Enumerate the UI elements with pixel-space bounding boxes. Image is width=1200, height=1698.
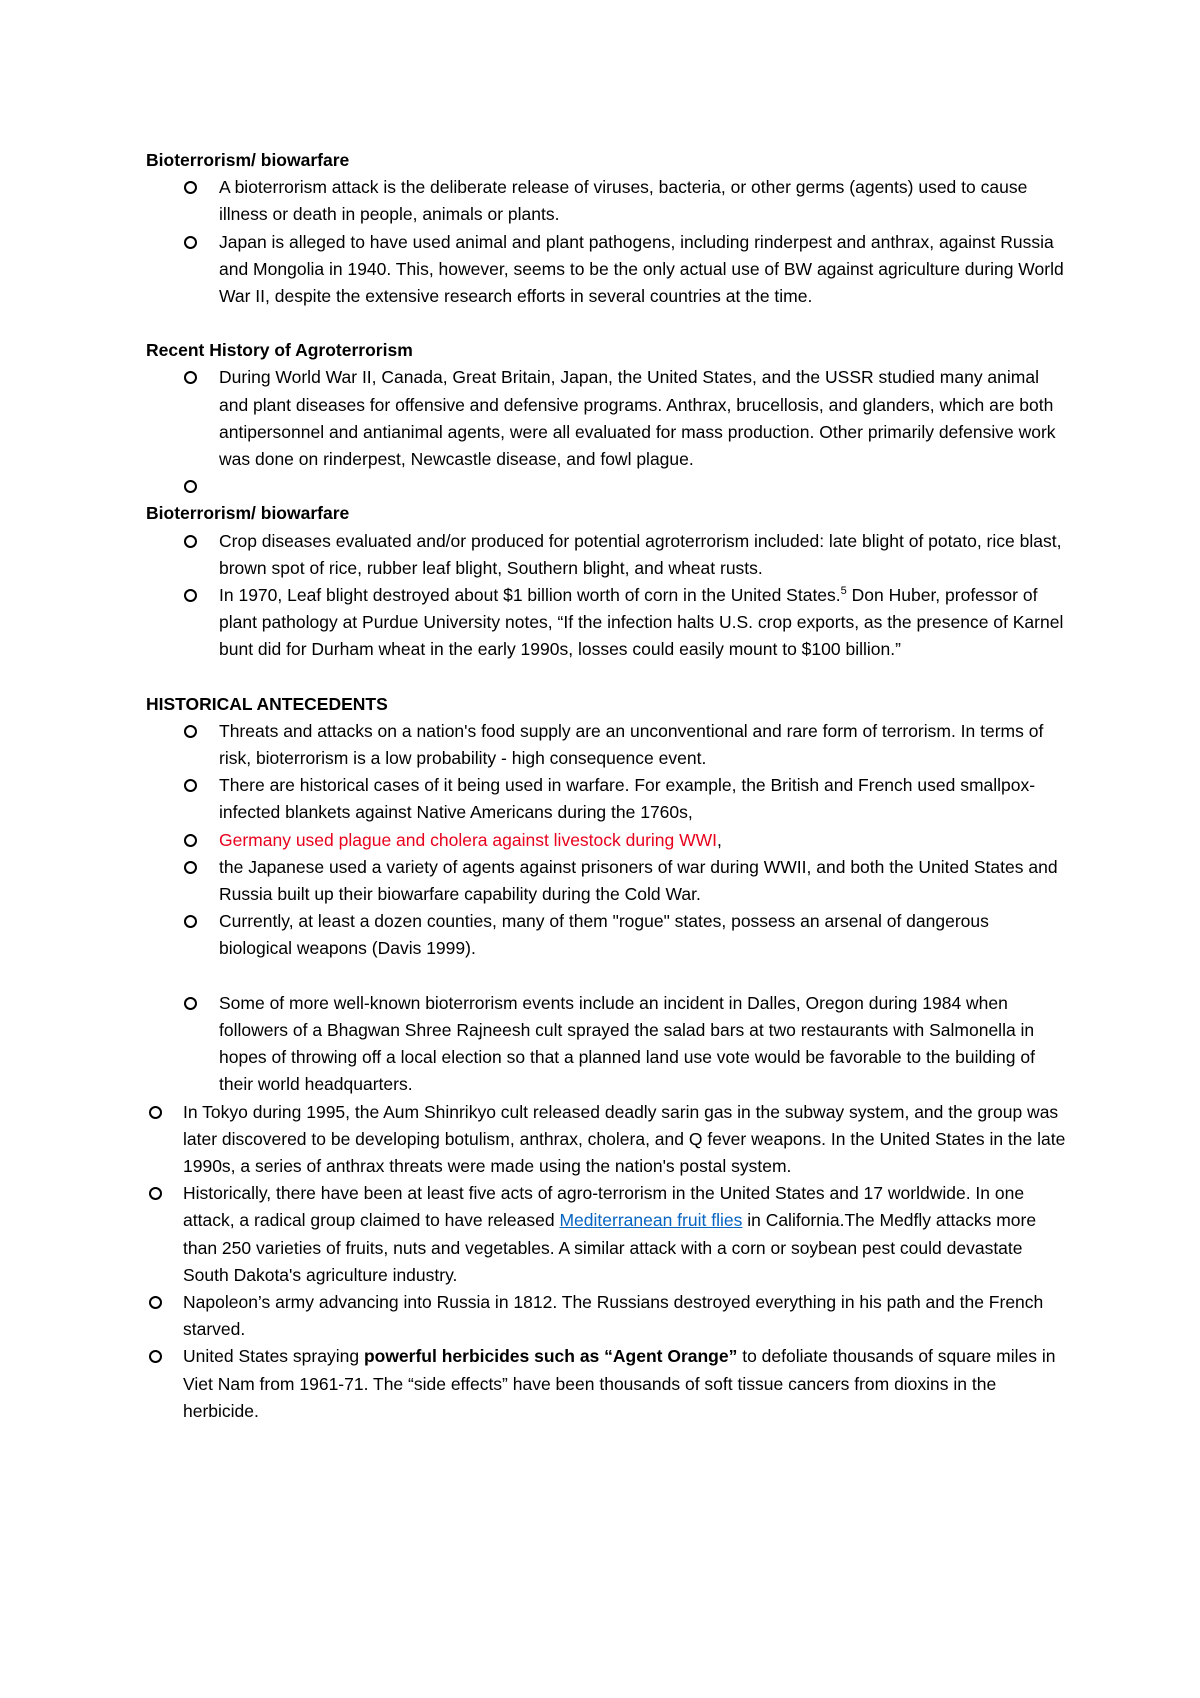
circle-bullet-icon: [184, 779, 197, 792]
paragraph: Historically, there have been at least five acts of agro-terrorism in the United States and 17 worldwide. In one attack, a radical group claimed to have released Mediterranean fruit flies in California.The Medfly attacks more than 250 varieties of fruits, nuts and vegetables. A similar attack with a corn or soybean pest could devastate South Dakota's agriculture industry.: [146, 1180, 1066, 1289]
circle-bullet-icon: [149, 1296, 162, 1309]
circle-bullet-icon: [149, 1187, 162, 1200]
mediterranean-fruit-flies-link[interactable]: Mediterranean fruit flies: [559, 1210, 743, 1231]
list-item: Germany used plague and cholera against livestock during WWI,: [219, 827, 1066, 854]
list-item: Currently, at least a dozen counties, many of them "rogue" states, possess an arsenal of dangerous biological weapons (Davis 1999).: [219, 908, 1066, 962]
list-item: There are historical cases of it being used in warfare. For example, the British and French used smallpox-infected blankets against Native Americans during the 1760s,: [219, 772, 1066, 826]
section-heading-recent-history: Recent History of Agroterrorism: [146, 340, 413, 361]
paragraph: Napoleon’s army advancing into Russia in 1812. The Russians destroyed everything in his path and the French starved.: [146, 1289, 1066, 1343]
highlighted-text: Germany used plague and cholera against livestock during WWI: [219, 829, 718, 850]
footnote-ref: 5: [840, 585, 847, 598]
circle-bullet-icon: [184, 915, 197, 928]
list-item: the Japanese used a variety of agents against prisoners of war during WWII, and both the United States and Russia built up their biowarfare capability during the Cold War.: [219, 854, 1066, 908]
spacer: [146, 310, 1066, 337]
circle-bullet-icon: [184, 861, 197, 874]
circle-bullet-icon: [149, 1350, 162, 1363]
section-heading-bioterrorism: Bioterrorism/ biowarfare: [146, 150, 350, 170]
circle-bullet-icon: [184, 181, 197, 194]
circle-bullet-icon: [184, 535, 197, 548]
section-heading-historical: HISTORICAL ANTECEDENTS: [146, 693, 388, 714]
circle-bullet-icon: [184, 589, 197, 602]
list-item: Some of more well-known bioterrorism events include an incident in Dalles, Oregon during 1984 when followers of a Bhagwan Shree Rajneesh cult sprayed the salad bars at two restaurants with Salmonella in hopes of throwing off a local election so that a planned land use vote would be favorable to the building of their world headquarters.: [219, 990, 1066, 1099]
paragraph: In Tokyo during 1995, the Aum Shinrikyo cult released deadly sarin gas in the subway system, and the group was later discovered to be developing botulism, anthrax, cholera, and Q fever weapons. In the United States in the late 1990s, a series of anthrax threats were made using the nation's postal system.: [146, 1099, 1066, 1181]
bullet-list: [146, 174, 1066, 310]
list-item: Japan is alleged to have used animal and plant pathogens, including rinderpest and anthrax, against Russia and Mongolia in 1940. This, however, seems to be the only actual use of BW against agriculture during World War II, despite the extensive research efforts in several countries at the time.: [219, 229, 1066, 311]
list-item: In 1970, Leaf blight destroyed about $1 billion worth of corn in the United States.$^5$ Don Huber, professor of plant pathology at Purdue University notes, “If the infection halts U.S. crop exports, as the presence of Karnel bunt did for Durham wheat in the early 1990s, losses could easily mount to $100 billion.”: [219, 582, 1066, 664]
circle-bullet-icon: [184, 997, 197, 1010]
section-heading-bioterrorism-2: Bioterrorism/ biowarfare: [146, 503, 350, 524]
spacer: [146, 963, 1066, 990]
bold-text: powerful herbicides such as “Agent Orange”: [363, 1346, 738, 1367]
bullet-list: [146, 528, 1066, 664]
list-item: Crop diseases evaluated and/or produced for potential agroterrorism included: late blight of potato, rice blast, brown spot of rice, rubber leaf blight, Southern blight, and wheat rusts.: [219, 528, 1066, 582]
bullet-list: [146, 364, 1066, 500]
list-item: A bioterrorism attack is the deliberate release of viruses, bacteria, or other germs (agents) used to cause illness or death in people, animals or plants.: [219, 174, 1066, 228]
circle-bullet-icon: [149, 1106, 162, 1119]
circle-bullet-icon: [184, 725, 197, 738]
list-item: Threats and attacks on a nation's food supply are an unconventional and rare form of terrorism. In terms of risk, bioterrorism is a low probability - high consequence event.: [219, 718, 1066, 772]
circle-bullet-icon: [184, 371, 197, 384]
circle-bullet-icon: [184, 834, 197, 847]
bullet-list: [146, 990, 1066, 1099]
bullet-list: [146, 718, 1066, 963]
circle-bullet-icon: [184, 480, 197, 493]
circle-bullet-icon: [184, 236, 197, 249]
document-body: [146, 147, 1066, 1425]
paragraph: United States spraying powerful herbicides such as “Agent Orange” to defoliate thousands of square miles in Viet Nam from 1961-71. The “side effects” have been thousands of soft tissue cancers from dioxins in the herbicide.: [146, 1343, 1066, 1425]
list-item-empty: [219, 473, 1066, 500]
spacer: [146, 664, 1066, 691]
list-item: During World War II, Canada, Great Britain, Japan, the United States, and the USSR studied many animal and plant diseases for offensive and defensive programs. Anthrax, brucellosis, and glanders, which are both antipersonnel and antianimal agents, were all evaluated for mass production. Other primarily defensive work was done on rinderpest, Newcastle disease, and fowl plague.: [219, 364, 1066, 473]
